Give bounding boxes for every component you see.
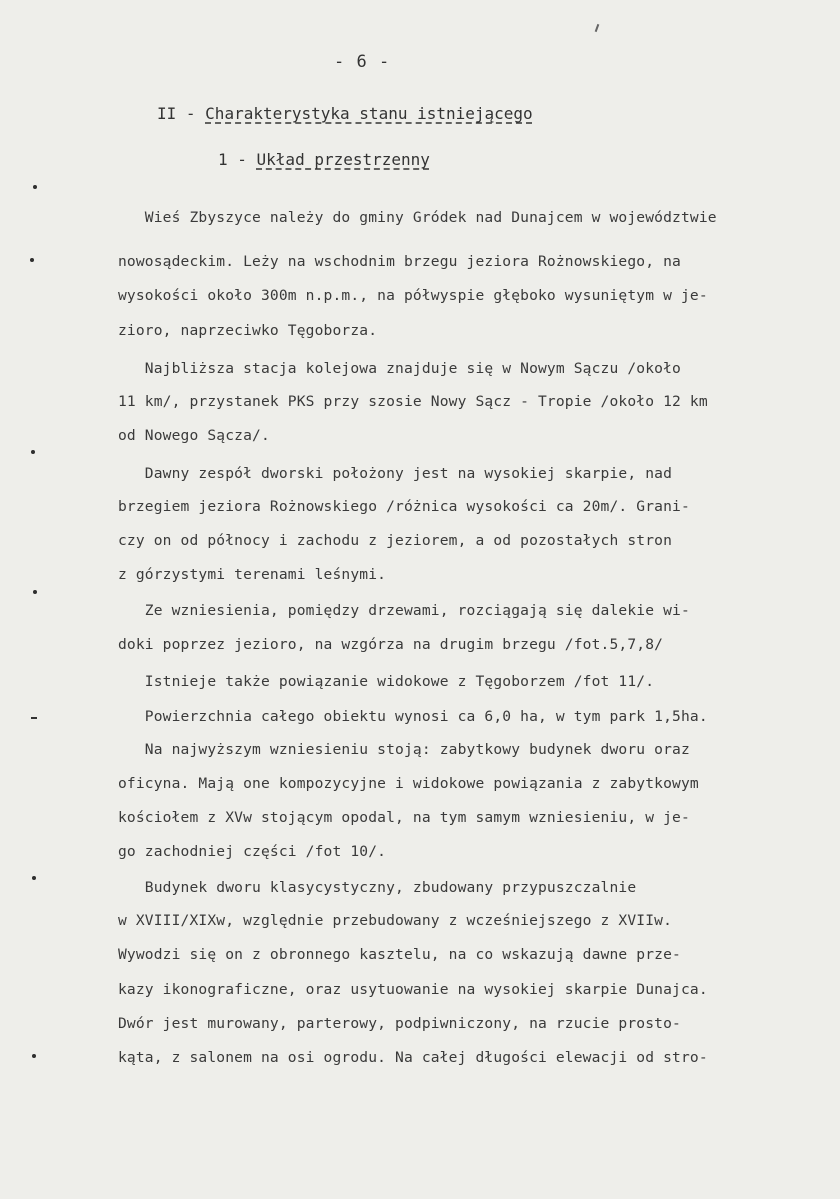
- page-number: - 6 -: [334, 52, 391, 72]
- text-line: Wywodzi się on z obronnego kasztelu, na co wskazują dawne prze-: [118, 946, 681, 963]
- text-line: z górzystymi terenami leśnymi.: [118, 566, 387, 583]
- text-line: oficyna. Mają one kompozycyjne i widokowe powiązania z zabytkowym: [118, 775, 699, 792]
- text-line: w XVIII/XIXw, względnie przebudowany z wcześniejszego z XVIIw.: [118, 912, 673, 929]
- text-line: ziorо, naprzeciwko Tęgoborza.: [118, 322, 378, 339]
- text-line: Ze wzniesienia, pomiędzy drzewami, rozciągają się dalekie wi-: [118, 602, 690, 619]
- text-line: Na najwyższym wzniesieniu stoją: zabytkowy budynek dworu oraz: [118, 741, 690, 758]
- section-heading: [157, 104, 533, 123]
- subsection-number: 1 -: [218, 150, 257, 169]
- text-line: brzegiem jeziora Rożnowskiego /różnica wysokości ca 20m/. Grani-: [118, 498, 690, 515]
- scan-speck: [32, 876, 36, 880]
- text-line: Powierzchnia całego obiektu wynosi ca 6,0 ha, w tym park 1,5ha.: [118, 708, 708, 725]
- scan-speck: [33, 590, 37, 594]
- text-line: Najbliższa stacja kolejowa znajduje się w Nowym Sączu /około: [118, 360, 681, 377]
- text-line: Dwór jest murowany, parterowy, podpiwniczony, na rzucie prosto-: [118, 1015, 681, 1032]
- scan-speck: [33, 185, 37, 189]
- section-title: Charakterystyka stanu istniejącego: [205, 104, 533, 123]
- subsection-heading: [218, 150, 430, 169]
- scan-speck: [32, 1054, 36, 1058]
- text-line: nowosądeckim. Leży na wschodnim brzegu jeziora Rożnowskiego, na: [118, 253, 681, 270]
- text-line: 11 km/, przystanek PKS przy szosie Nowy Sącz - Tropie /około 12 km: [118, 393, 708, 410]
- scan-speck: [31, 450, 35, 454]
- text-line: od Nowego Sącza/.: [118, 427, 270, 444]
- text-line: czy on od północy i zachodu z jeziorem, a od pozostałych stron: [118, 532, 673, 549]
- scan-speck: [31, 717, 37, 719]
- text-line: wysokości około 300m n.p.m., na półwyspie głęboko wysuniętym w je-: [118, 287, 708, 304]
- text-line: kazy ikonograficzne, oraz usytuowanie na wysokiej skarpie Dunajca.: [118, 981, 708, 998]
- section-number: II -: [157, 104, 206, 123]
- text-line: go zachodniej części /fot 10/.: [118, 843, 387, 860]
- text-line: Dawny zespół dworski położony jest na wysokiej skarpie, nad: [118, 465, 673, 482]
- text-line: Budynek dworu klasycystyczny, zbudowany przypuszczalnie: [118, 879, 637, 896]
- scan-speck: [595, 24, 600, 32]
- text-line: kościołem z XVw stojącym opodal, na tym samym wzniesieniu, w je-: [118, 809, 690, 826]
- text-line: kąta, z salonem na osi ogrodu. Na całej długości elewacji od stro-: [118, 1049, 708, 1066]
- text-line: doki poprzez jezioro, na wzgórza na drugim brzegu /fot.5,7,8/: [118, 636, 664, 653]
- subsection-title: Układ przestrzenny: [256, 150, 430, 169]
- text-line: Istnieje także powiązanie widokowe z Tęgoborzem /fot 11/.: [118, 673, 655, 690]
- text-line: Wieś Zbyszyce należy do gminy Gródek nad Dunajcem w województwie: [118, 209, 717, 226]
- scan-speck: [30, 258, 34, 262]
